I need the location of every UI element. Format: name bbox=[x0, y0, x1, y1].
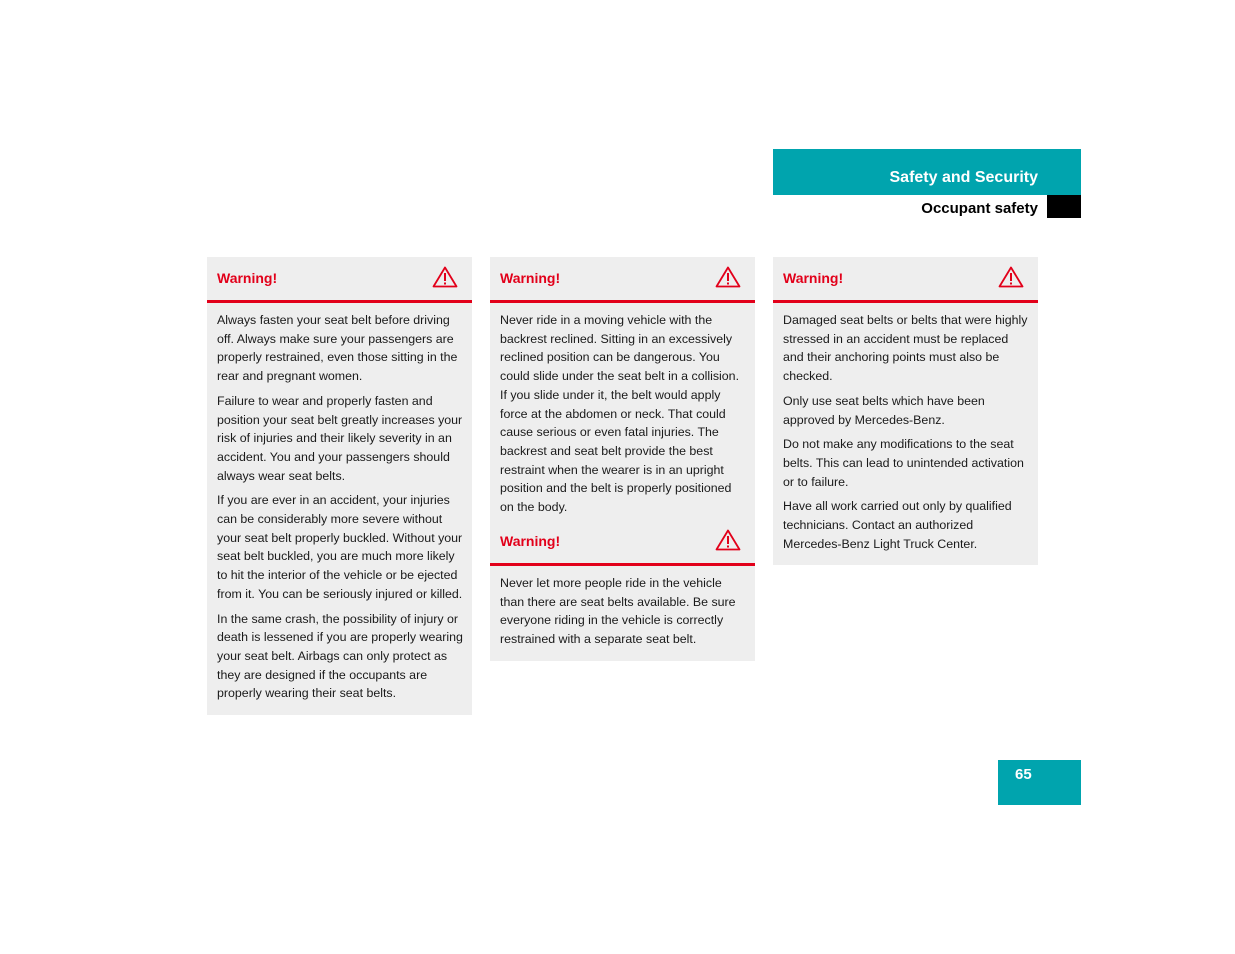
warning-paragraph: Have all work carried out only by qualified technicians. Contact an authorized Mercedes-Benz Light Truck Center. bbox=[783, 499, 1012, 551]
warning-body bbox=[490, 303, 755, 529]
warning-paragraph: Do not make any modifications to the seat belts. This can lead to unintended activation or to failure. bbox=[783, 437, 1024, 489]
warning-box-belt-fastening bbox=[207, 257, 472, 715]
warning-triangle-icon bbox=[715, 529, 741, 551]
warning-box-backrest bbox=[490, 257, 755, 529]
warning-header bbox=[490, 257, 755, 303]
warning-triangle-icon bbox=[432, 266, 458, 288]
section-header bbox=[773, 149, 1081, 195]
warning-label: Warning! bbox=[500, 533, 561, 549]
warning-paragraph: Damaged seat belts or belts that were highly stressed in an accident must be replaced and their anchoring points must also be checked. bbox=[783, 313, 1028, 384]
warning-body bbox=[490, 566, 755, 661]
section-title: Safety and Security bbox=[889, 169, 1038, 186]
warning-paragraph: Never let more people ride in the vehicle than there are seat belts available. Be sure everyone riding in the vehicle is correctly restrained with a separate seat belt. bbox=[500, 576, 736, 647]
warning-body bbox=[207, 303, 472, 715]
page-number: 65 bbox=[1015, 766, 1032, 783]
warning-paragraph: Always fasten your seat belt before driving off. Always make sure your passengers are properly restrained, even those sitting in the rear and pregnant women. bbox=[217, 313, 458, 384]
warning-paragraph: In the same crash, the possibility of injury or death is lessened if you are properly wearing your seat belt. Airbags can only protect as they are designed if the occupants are properly wearing their seat belts. bbox=[217, 611, 463, 701]
warning-triangle-icon bbox=[998, 266, 1024, 288]
warning-header bbox=[490, 520, 755, 566]
warning-paragraph: If you are ever in an accident, your injuries can be considerably more severe without your seat belt properly buckled. Without your seat belt buckled, you are much more likely to hit the interior of the vehicle or be ejected from it. You can be seriously injured or killed. bbox=[217, 493, 463, 601]
warning-header bbox=[773, 257, 1038, 303]
subsection-title: Occupant safety bbox=[921, 200, 1038, 217]
page-number-box bbox=[998, 760, 1081, 805]
warning-box-occupancy bbox=[490, 520, 755, 661]
warning-label: Warning! bbox=[783, 270, 844, 286]
warning-header bbox=[207, 257, 472, 303]
warning-body bbox=[773, 303, 1038, 565]
warning-triangle-icon bbox=[715, 266, 741, 288]
warning-paragraph: Only use seat belts which have been approved by Mercedes-Benz. bbox=[783, 393, 985, 427]
warning-paragraph: Failure to wear and properly fasten and position your seat belt greatly increases your risk of injuries and their likely severity in an accident. You and your passengers should always wear seat belts. bbox=[217, 393, 463, 483]
warning-label: Warning! bbox=[500, 270, 561, 286]
warning-paragraph: Never ride in a moving vehicle with the backrest reclined. Sitting in an excessively reclined position can be dangerous. You could slide under the seat belt in a collision. If you slide under it, the belt would apply force at the abdomen or neck. That could cause serious or even fatal injuries. The backrest and seat belt provide the best restraint when the wearer is in an upright position and the belt is properly positioned on the body. bbox=[500, 313, 740, 515]
warning-box-damaged-belts bbox=[773, 257, 1038, 565]
section-tab-marker bbox=[1047, 195, 1081, 218]
warning-label: Warning! bbox=[217, 270, 278, 286]
